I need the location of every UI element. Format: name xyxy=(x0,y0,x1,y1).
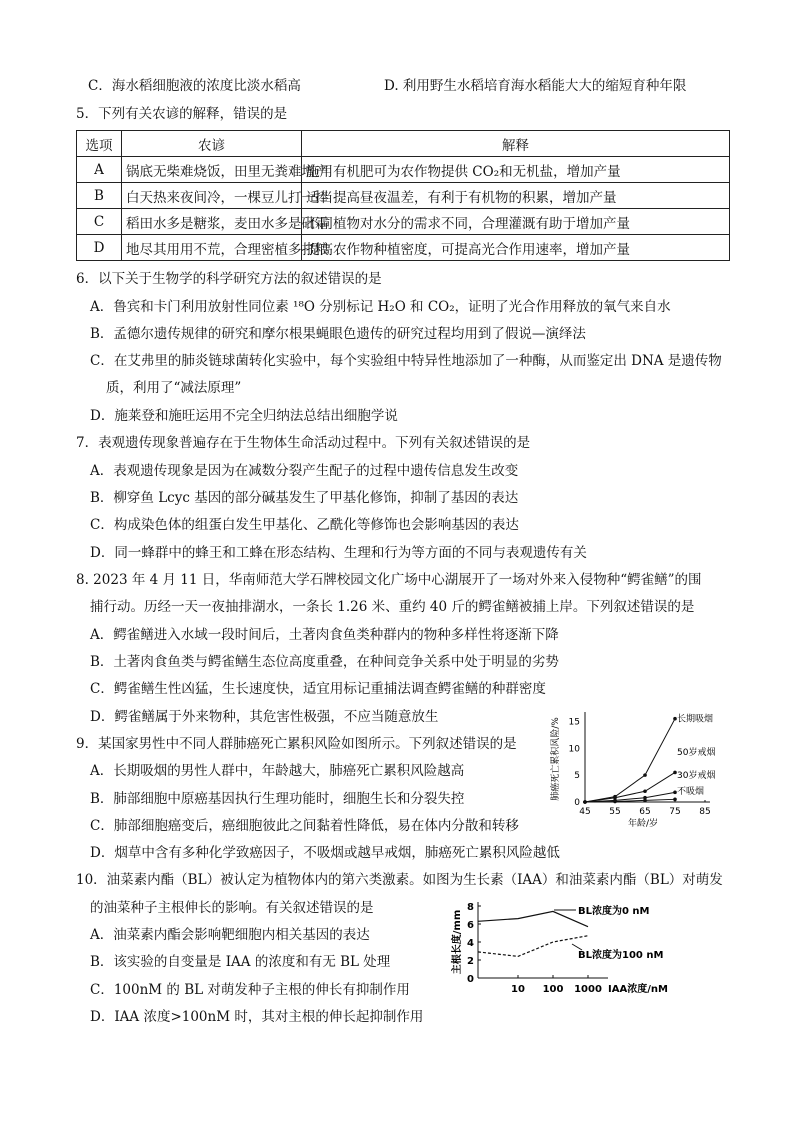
q8-option-b: B．土著肉食鱼类与鳄雀鳝生态位高度重叠，在种间竞争关系中处于明显的劣势 xyxy=(90,654,559,670)
q10-option-c: C．100nM 的 BL 对萌发种子主根的伸长有抑制作用 xyxy=(90,982,410,998)
q7-option-b: B．柳穿鱼 Lcyc 基因的部分碱基发生了甲基化修饰，抑制了基因的表达 xyxy=(90,490,519,506)
row-saying: 白天热来夜间冷，一棵豆儿打一捧 xyxy=(122,183,302,209)
x-tick-label: 45 xyxy=(579,807,591,817)
row-explanation: 不同植物对水分的需求不同，合理灌溉有助于增加产量 xyxy=(302,209,730,235)
row-saying: 稻田水多是糖浆，麦田水多是砒霜 xyxy=(122,209,302,235)
q7-option-a: A．表观遗传现象是因为在减数分裂产生配子的过程中遗传信息发生改变 xyxy=(90,463,519,479)
series-label: 50岁戒烟 xyxy=(677,748,716,758)
series-label: BL浓度为100 nM xyxy=(578,950,664,961)
root-length-chart xyxy=(448,898,698,1004)
lung-cancer-risk-chart xyxy=(548,708,728,838)
y-tick-label: 15 xyxy=(568,717,580,728)
q6-option-b: B．孟德尔遗传规律的研究和摩尔根果蝇眼色遗传的研究过程均用到了假说—演绎法 xyxy=(90,326,586,342)
table-row xyxy=(77,209,730,235)
q10-option-d: D．IAA 浓度>100nM 时，其对主根的伸长起抑制作用 xyxy=(90,1009,424,1025)
series-line xyxy=(585,719,675,802)
q4-option-d: D. 利用野生水稻培育海水稻能大大的缩短育种年限 xyxy=(384,78,687,94)
x-axis-label: 年龄/岁 xyxy=(627,819,659,829)
q9-option-a: A．长期吸烟的男性人群中，年龄越大，肺癌死亡累积风险越高 xyxy=(90,763,465,779)
x-tick-label: 10 xyxy=(511,984,525,995)
table-row xyxy=(77,183,730,209)
row-explanation: 提高农作物种植密度，可提高光合作用速率，增加产量 xyxy=(302,235,730,261)
data-point xyxy=(583,800,587,804)
q8-option-a: A．鳄雀鳝进入水域一段时间后，土著肉食鱼类种群内的物种多样性将逐渐下降 xyxy=(90,627,559,643)
data-point xyxy=(643,773,647,777)
y-tick-label: 6 xyxy=(467,920,474,931)
x-tick-label: 85 xyxy=(699,807,711,817)
header-saying: 农谚 xyxy=(122,131,302,157)
q6-option-a: A．鲁宾和卡门利用放射性同位素 ¹⁸O 分别标记 H₂O 和 CO₂，证明了光合作用释放的氧气来自水 xyxy=(90,299,671,315)
row-option: C xyxy=(77,209,122,235)
table-row xyxy=(77,157,730,183)
data-point xyxy=(643,789,647,793)
x-tick-label: 55 xyxy=(609,807,621,817)
q10-option-a: A．油菜素内酯会影响靶细胞内相关基因的表达 xyxy=(90,927,370,943)
y-tick-label: 0 xyxy=(574,798,580,808)
row-option: A xyxy=(77,157,122,183)
data-point xyxy=(673,798,677,802)
x-axis-label: IAA浓度/nM xyxy=(608,984,668,995)
table-row xyxy=(77,235,730,261)
q9-stem: 9．某国家男性中不同人群肺癌死亡累积风险如图所示。下列叙述错误的是 xyxy=(76,736,517,752)
y-axis-label: 肺癌死亡累积风险/% xyxy=(551,717,561,801)
series-line xyxy=(478,936,588,957)
series-label-leader xyxy=(572,944,582,950)
y-axis-label: 主根长度/mm xyxy=(452,909,463,975)
x-tick-label: 65 xyxy=(639,807,651,817)
q7-option-d: D．同一蜂群中的蜂王和工蜂在形态结构、生理和行为等方面的不同与表观遗传有关 xyxy=(90,545,587,561)
q5-stem: 5．下列有关农谚的解释，错误的是 xyxy=(76,106,288,122)
series-line xyxy=(478,911,588,926)
q10-stem-cont: 的油菜种子主根伸长的影响。有关叙述错误的是 xyxy=(90,900,374,916)
series-label: 不吸烟 xyxy=(677,787,705,797)
q9-option-d: D．烟草中含有多种化学致癌因子，不吸烟或越早戒烟，肺癌死亡累积风险越低 xyxy=(90,845,560,861)
header-option: 选项 xyxy=(77,131,122,157)
series-label: 长期吸烟 xyxy=(677,714,714,725)
q7-stem: 7．表观遗传现象普遍存在于生物体生命活动过程中。下列有关叙述错误的是 xyxy=(76,435,531,451)
table-header-row xyxy=(77,131,730,157)
series-label: 30岁戒烟 xyxy=(677,771,716,781)
header-explanation: 解释 xyxy=(302,131,730,157)
x-tick-label: 75 xyxy=(669,807,681,817)
y-tick-label: 10 xyxy=(568,744,580,755)
data-point xyxy=(643,799,647,803)
row-option: D xyxy=(77,235,122,261)
y-tick-label: 2 xyxy=(467,956,474,967)
q4-option-c: C．海水稻细胞液的浓度比淡水稻高 xyxy=(88,78,301,94)
y-tick-label: 5 xyxy=(574,771,580,782)
q8-option-c: C．鳄雀鳝生性凶猛，生长速度快，适宜用标记重捕法调查鳄雀鳝的种群密度 xyxy=(90,681,546,697)
series-line xyxy=(585,772,675,802)
q6-option-c: C．在艾弗里的肺炎链球菌转化实验中，每个实验组中特异性地添加了一种酶，从而鉴定出 DNA 是遗传物 xyxy=(90,353,722,369)
row-explanation: 施用有机肥可为农作物提供 CO₂和无机盐，增加产量 xyxy=(302,157,730,183)
y-tick-label: 0 xyxy=(467,974,474,985)
q10-stem: 10．油菜素内酯（BL）被认定为植物体内的第六类激素。如图为生长素（IAA）和油菜素内酯（BL）对萌发 xyxy=(76,872,723,888)
q10-option-b: B．该实验的自变量是 IAA 的浓度和有无 BL 处理 xyxy=(90,954,391,970)
q9-option-b: B．肺部细胞中原癌基因执行生理功能时，细胞生长和分裂失控 xyxy=(90,791,465,807)
row-explanation: 适当提高昼夜温差，有利于有机物的积累，增加产量 xyxy=(302,183,730,209)
row-option: B xyxy=(77,183,122,209)
q8-stem: 8. 2023 年 4 月 11 日，华南师范大学石牌校园文化广场中心湖展开了一场对外来入侵物种“鳄雀鳝”的围 xyxy=(76,572,702,588)
row-saying: 锅底无柴难烧饭，田里无粪难增产 xyxy=(122,157,302,183)
q9-option-c: C．肺部细胞癌变后，癌细胞彼此之间黏着性降低，易在体内分散和转移 xyxy=(90,818,519,834)
q6-option-d: D．施莱登和施旺运用不完全归纳法总结出细胞学说 xyxy=(90,408,398,424)
q6-option-c-cont: 质，利用了“减法原理” xyxy=(106,380,242,396)
data-point xyxy=(613,800,617,804)
q7-option-c: C．构成染色体的组蛋白发生甲基化、乙酰化等修饰也会影响基因的表达 xyxy=(90,517,519,533)
row-saying: 地尽其用用不荒，合理密植多打粮 xyxy=(122,235,302,261)
x-tick-label: 1000 xyxy=(574,984,602,995)
q8-option-d: D．鳄雀鳝属于外来物种，其危害性极强，不应当随意放生 xyxy=(90,709,439,725)
q8-stem-cont: 捕行动。历经一天一夜抽排湖水，一条长 1.26 米、重约 40 斤的鳄雀鳝被捕上岸。下列叙述错误的是 xyxy=(90,599,695,615)
series-label: BL浓度为0 nM xyxy=(578,906,650,917)
q5-table xyxy=(76,130,730,261)
q6-stem: 6．以下关于生物学的科学研究方法的叙述错误的是 xyxy=(76,271,382,287)
y-tick-label: 8 xyxy=(467,902,474,913)
y-tick-label: 4 xyxy=(467,938,474,949)
x-tick-label: 100 xyxy=(542,984,564,995)
